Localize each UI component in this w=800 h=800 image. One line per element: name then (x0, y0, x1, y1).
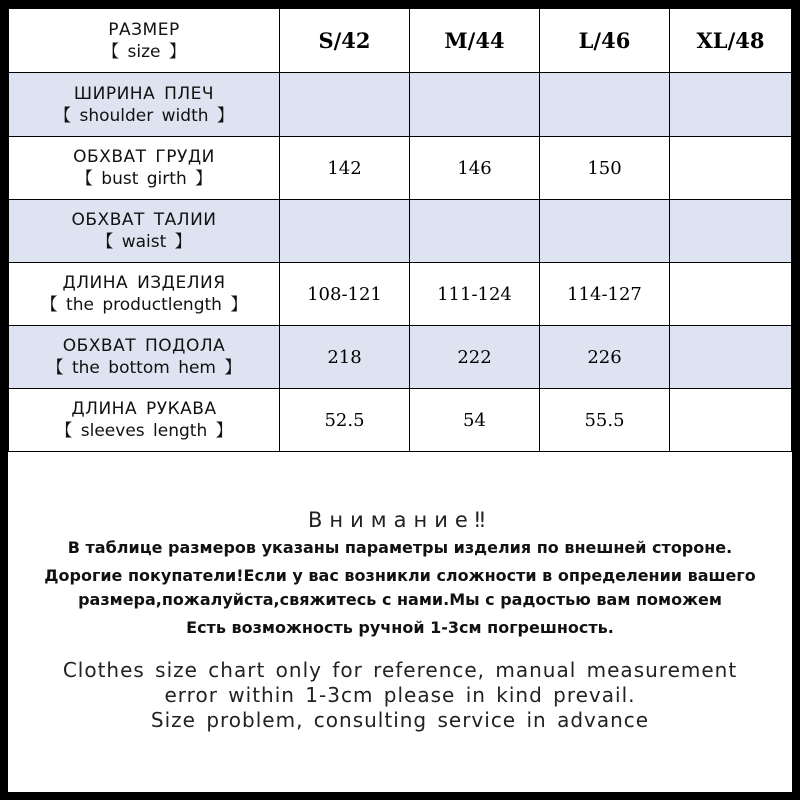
notice-ru-line: В таблице размеров указаны параметры изделия по внешней стороне. (67, 538, 733, 557)
row-label-cell (9, 389, 280, 452)
row-label-cell (9, 263, 280, 326)
table-row-shoulder-width (9, 73, 792, 137)
table-header-row (9, 9, 792, 73)
row-label-en: 【 the bottom hem 】 (46, 358, 242, 378)
size-header-l46: L/46 (540, 9, 670, 73)
value-cell (670, 73, 792, 137)
size-header-s42: S/42 (280, 9, 410, 73)
value-cell: 146 (410, 137, 540, 200)
size-header-xl48: XL/48 (670, 9, 792, 73)
row-label-ru: ДЛИНА ИЗДЕЛИЯ (62, 273, 226, 293)
row-label-en: 【 shoulder width 】 (54, 105, 234, 126)
notice-en-line: error within 1-3cm please in kind prevail. (164, 683, 636, 707)
row-label-cell (9, 73, 280, 137)
value-cell (670, 326, 792, 389)
row-label-cell (9, 137, 280, 200)
notice-en-line: Clothes size chart only for reference, manual measurement (62, 658, 738, 682)
table-row-waist (9, 200, 792, 263)
table-row-product-length (9, 263, 792, 326)
value-cell (670, 137, 792, 200)
value-cell (410, 73, 540, 137)
size-table (8, 8, 792, 452)
value-cell: 55.5 (540, 389, 670, 452)
row-label-en: 【 the productlength 】 (40, 295, 248, 315)
value-cell: 150 (540, 137, 670, 200)
row-label-en: 【 sleeves length 】 (55, 421, 233, 441)
notice-en-line: Size problem, consulting service in advance (150, 708, 650, 732)
row-label-cell (9, 200, 280, 263)
value-cell: 226 (540, 326, 670, 389)
size-label-cell (9, 9, 280, 73)
table-row-bust-girth (9, 137, 792, 200)
value-cell: 114-127 (540, 263, 670, 326)
size-header-m44: M/44 (410, 9, 540, 73)
value-cell (280, 73, 410, 137)
row-label-ru: ОБХВАТ ГРУДИ (73, 147, 215, 167)
table-row-sleeves-length (9, 389, 792, 452)
size-label-ru: РАЗМЕР (108, 19, 180, 40)
notice-ru-line: Есть возможность ручной 1-3см погрешность. (186, 618, 614, 637)
value-cell (670, 389, 792, 452)
size-chart-card (8, 8, 792, 792)
value-cell: 111-124 (410, 263, 540, 326)
value-cell (540, 200, 670, 263)
notice-ru-line: Дорогие покупатели!Если у вас возникли сложности в определении вашего (44, 566, 756, 585)
value-cell (410, 200, 540, 263)
row-label-en: 【 bust girth 】 (75, 169, 213, 189)
value-cell: 218 (280, 326, 410, 389)
row-label-ru: ШИРИНА ПЛЕЧ (73, 83, 215, 104)
table-row-bottom-hem (9, 326, 792, 389)
row-label-ru: ОБХВАТ ТАЛИИ (71, 210, 217, 230)
size-label-en: 【 size 】 (102, 41, 186, 62)
value-cell (280, 200, 410, 263)
value-cell: 52.5 (280, 389, 410, 452)
notice-title: Внимание‼ (308, 508, 492, 532)
value-cell (670, 263, 792, 326)
value-cell: 222 (410, 326, 540, 389)
row-label-cell (9, 326, 280, 389)
value-cell: 54 (410, 389, 540, 452)
value-cell: 108-121 (280, 263, 410, 326)
notice-ru-line: размера,пожалуйста,свяжитесь с нами.Мы с радостью вам поможем (78, 590, 722, 609)
row-label-en: 【 waist 】 (96, 232, 192, 252)
row-label-ru: ДЛИНА РУКАВА (71, 399, 217, 419)
value-cell (540, 73, 670, 137)
row-label-ru: ОБХВАТ ПОДОЛА (62, 336, 226, 356)
value-cell (670, 200, 792, 263)
value-cell: 142 (280, 137, 410, 200)
